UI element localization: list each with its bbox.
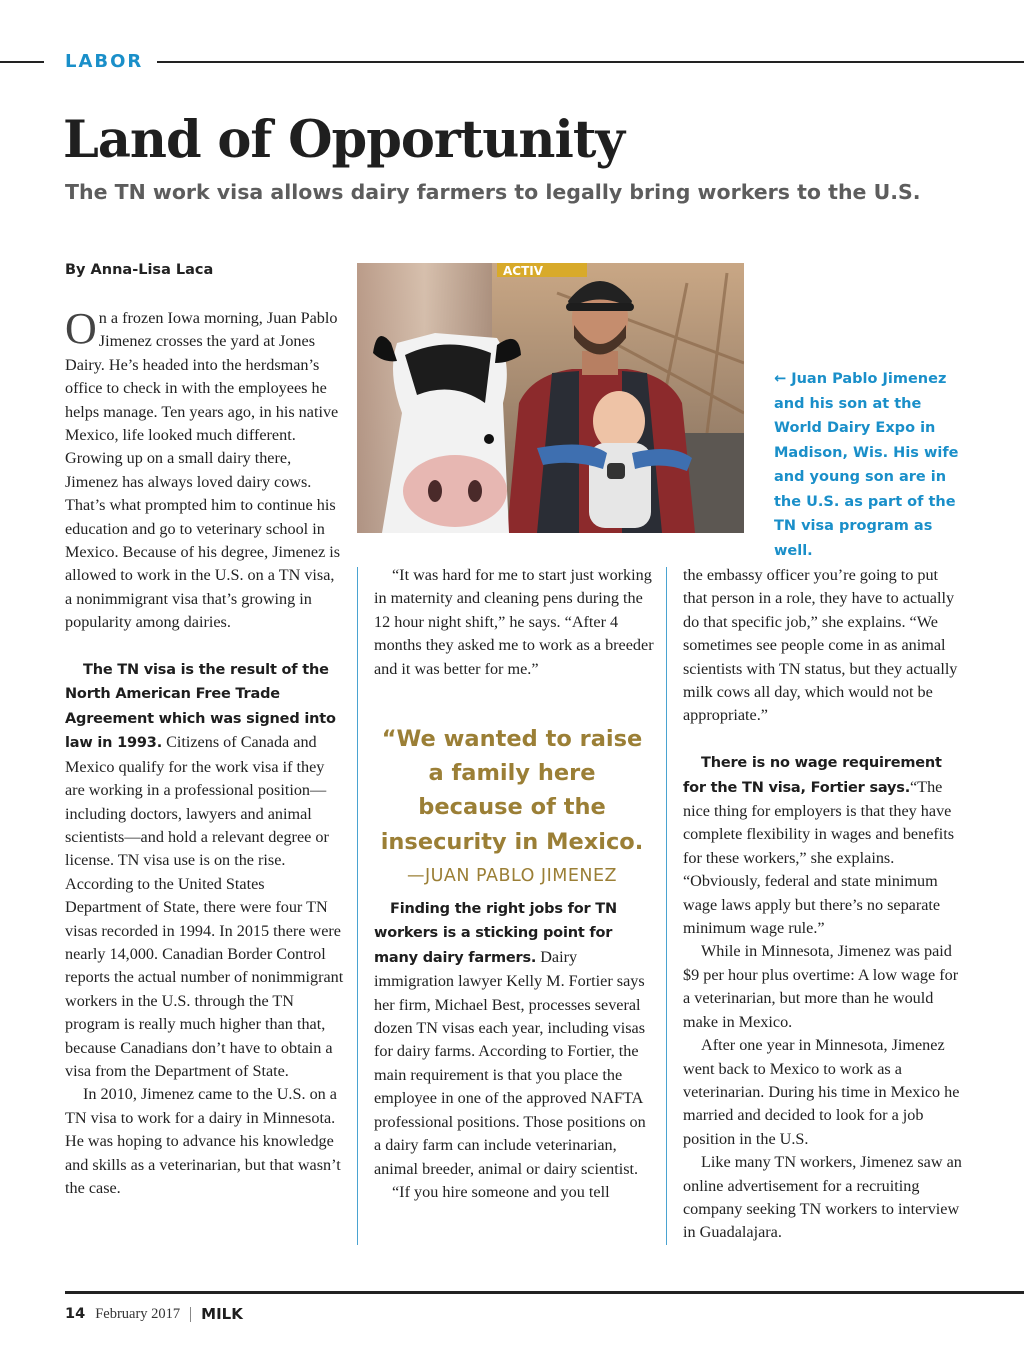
- article-column-3: [683, 564, 963, 1245]
- paragraph-lead-in: The TN visa is the result of the North American Free Trade Agreement which was signed into law in 1993.: [65, 662, 336, 752]
- paragraph: [65, 658, 345, 1083]
- pull-quote-attribution: —JUAN PABLO JIMENEZ: [406, 865, 618, 886]
- article-subhead: The TN work visa allows dairy farmers to legally bring workers to the U.S.: [65, 180, 921, 204]
- photo-caption: [774, 367, 974, 563]
- paragraph-lead-in: Finding the right jobs for TN workers is a sticking point for many dairy farmers.: [374, 901, 617, 966]
- magazine-logo: MILK: [201, 1305, 243, 1323]
- article-headline: Land of Opportunity: [63, 110, 625, 170]
- paragraph: the embassy officer you’re going to put that person in a role, they have to actually do that specific job,” she explains. “We sometimes see people come in as animal scientists with TN status, but they actually milk cows all day, which would not be appropriate.”: [683, 566, 958, 725]
- footer-separator: [190, 1307, 191, 1322]
- paragraph: Like many TN workers, Jimenez saw an online advertisement for a recruiting company seeking TN workers to interview in Guadalajara.: [683, 1153, 962, 1242]
- paragraph-text: Citizens of Canada and Mexico qualify for the work visa if they are working in a professional position—including doctors, lawyers and animal scientists—and hold a relevant degree or license. TN visa use is on the rise. According to the United States Department of State, there were four TN visas recorded in 1994. In 2015 there were nearly 14,000. Canadian Border Control reports the actual number of nonimmigrant workers in the U.S. through the TN program is really much higher than that, because Canadians don’t have to obtain a visa from the Department of State.: [65, 733, 344, 1080]
- paragraph: “If you hire someone and you tell: [392, 1182, 610, 1201]
- paragraph-lead-in: There is no wage requirement for the TN visa, Fortier says.: [683, 755, 942, 796]
- bottom-rule: [65, 1291, 1024, 1294]
- paragraph: [374, 897, 654, 1181]
- pull-quote: [374, 722, 650, 893]
- issue-date: February 2017: [95, 1305, 181, 1322]
- opening-paragraph: [65, 304, 345, 635]
- paragraph: “It was hard for me to start just working in maternity and cleaning pens during the 12 hour night shift,” he says. “After 4 months they asked me to work as a breeder and it was better for me.”: [374, 566, 654, 678]
- top-rule-right: [157, 61, 1024, 63]
- caption-text: Juan Pablo Jimenez and his son at the World Dairy Expo in Madison, Wis. His wife and young son are in the U.S. as part of the TN visa program as well.: [774, 371, 959, 559]
- article-column-1: [65, 304, 345, 1200]
- top-rule-left: [0, 61, 44, 63]
- column-divider-1: [357, 567, 358, 1245]
- section-label: LABOR: [65, 51, 144, 72]
- page-footer: [65, 1305, 243, 1323]
- pull-quote-text: “We wanted to raise a family here because of the insecurity in Mexico.: [380, 726, 644, 855]
- column-divider-2: [666, 567, 667, 1245]
- drop-cap: O: [65, 304, 97, 353]
- paragraph: In 2010, Jimenez came to the U.S. on a TN visa to work for a dairy in Minnesota. He was hoping to advance his knowledge and skills as a veterinarian, but that wasn’t the case.: [65, 1085, 341, 1198]
- byline: By Anna-Lisa Laca: [65, 262, 214, 278]
- paragraph: While in Minnesota, Jimenez was paid $9 per hour plus overtime: A low wage for a veterinarian, but more than he would make in Mexico.: [683, 942, 959, 1031]
- arrow-left-icon: ←: [774, 371, 787, 387]
- paragraph: After one year in Minnesota, Jimenez went back to Mexico to work as a veterinarian. During his time in Mexico he married and decided to look for a job position in the U.S.: [683, 1036, 960, 1148]
- paragraph-text: n a frozen Iowa morning, Juan Pablo Jimenez crosses the yard at Jones Dairy. He’s headed into the herdsman’s office to check in with the employees he helps manage. Ten years ago, in his native Mexico, life looked much different. Growing up on a small dairy there, Jimenez has always loved dairy cows. That’s what prompted him to continue his education and go to veterinary school in Mexico. Because of his degree, Jimenez is allowed to work in the U.S. on a TN visa, a nonimmigrant visa that’s growing in popularity among dairies.: [65, 309, 341, 632]
- page-number: 14: [65, 1306, 86, 1322]
- paragraph: [683, 751, 963, 940]
- banner-text: ACTIV: [503, 264, 544, 278]
- article-photo: [357, 263, 744, 533]
- paragraph-text: Dairy immigration lawyer Kelly M. Fortier says her firm, Michael Best, processes several dozen TN visas each year, including visas for dairy farms. According to Fortier, the main requirement is that you place the employee in one of the approved NAFTA professional positions. Those positions on a dairy farm can include veterinarian, animal breeder, animal or dairy scientist.: [374, 947, 646, 1178]
- paragraph-text: “The nice thing for employers is that they have complete flexibility in wages and benefits for these workers,” she explains. “Obviously, federal and state minimum wage laws apply but there’s no separate minimum wage rule.”: [683, 777, 955, 938]
